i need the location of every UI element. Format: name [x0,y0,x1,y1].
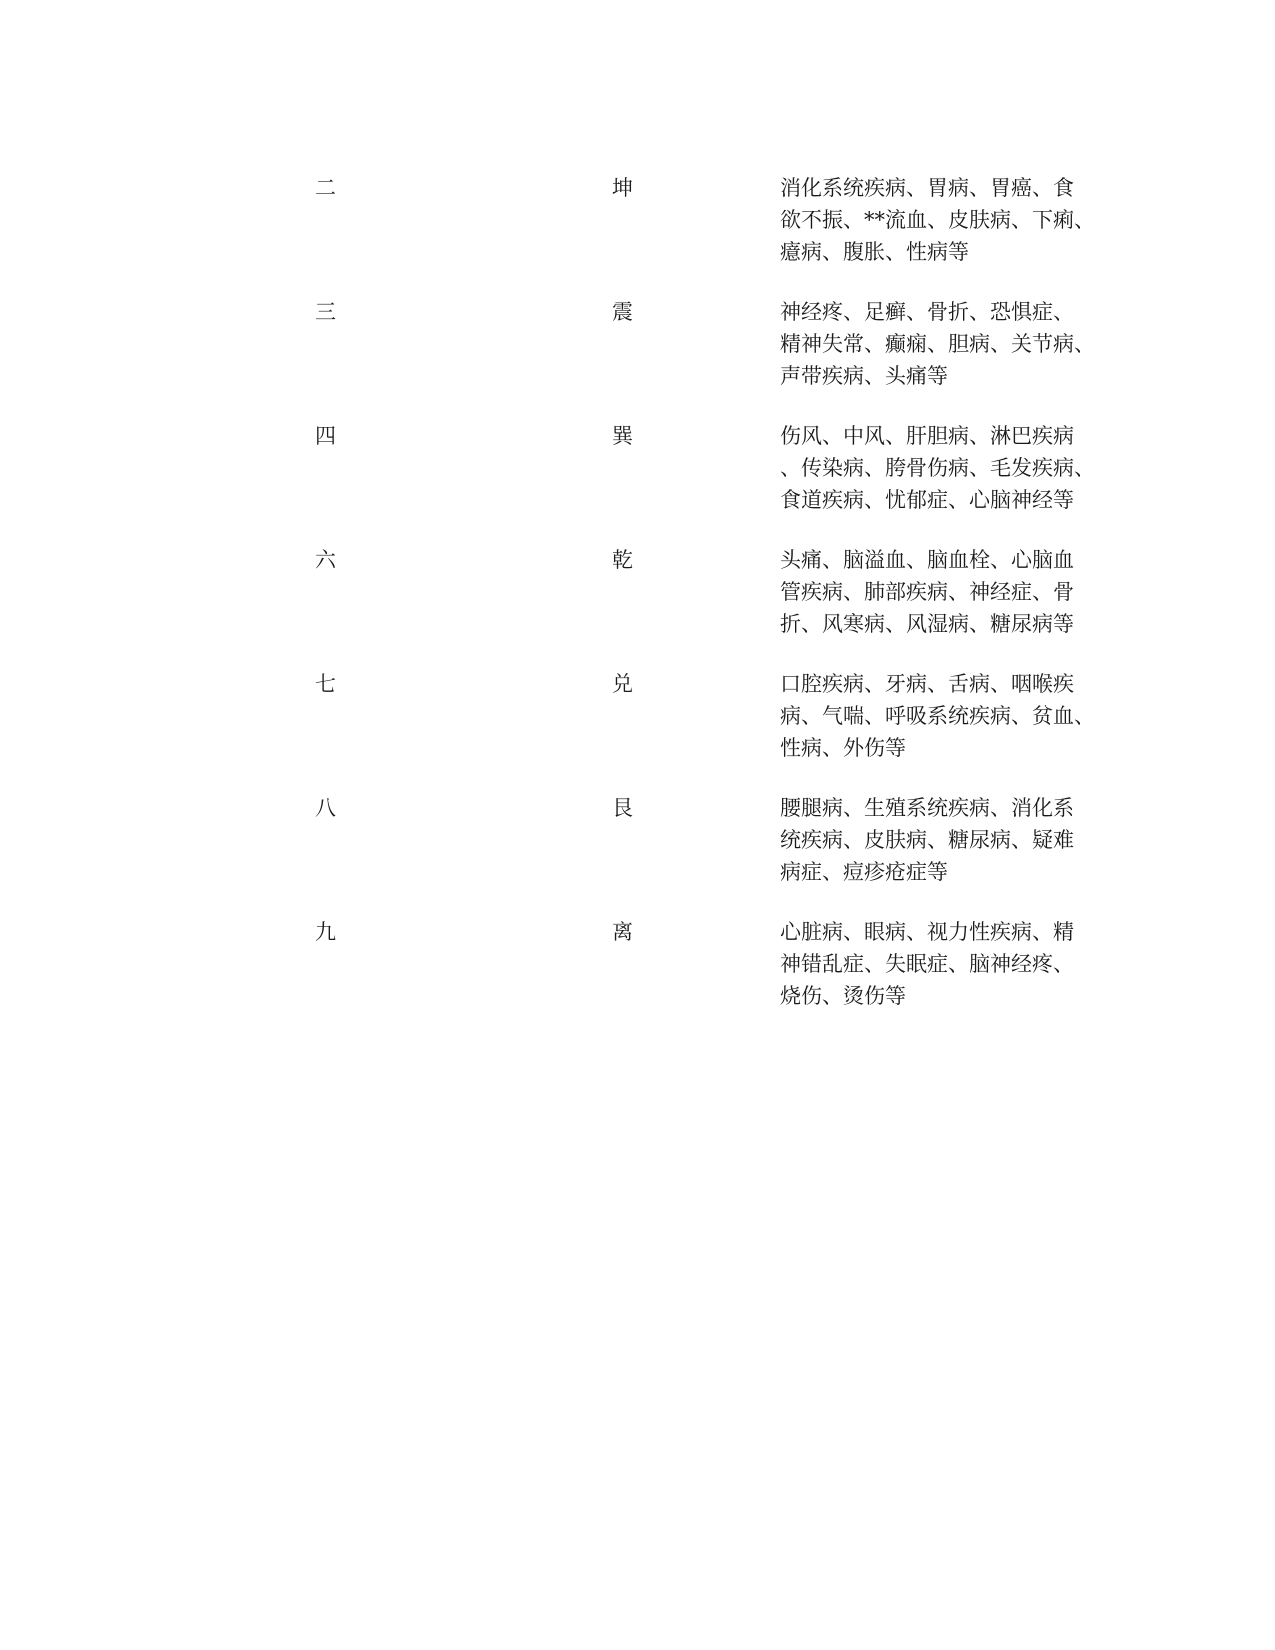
row-description [780,420,1095,516]
row-description [780,916,1090,1012]
description-line: 神错乱症、失眠症、脑神经疼、 [780,952,1074,976]
table-row [0,792,1275,916]
description-line: 欲不振、**流血、皮肤病、下痢、 [780,208,1095,232]
row-gua: 震 [612,300,633,324]
description-line: 烧伤、烫伤等 [780,984,906,1008]
table-row [0,172,1275,296]
row-description [780,792,1090,888]
table-row [0,916,1275,1040]
row-description [780,296,1095,392]
description-line: 头痛、脑溢血、脑血栓、心脑血 [780,548,1074,572]
row-number: 三 [315,300,336,324]
description-line: 管疾病、肺部疾病、神经症、骨 [780,580,1074,604]
row-number: 六 [315,548,336,572]
row-gua: 坤 [612,176,633,200]
row-number: 二 [315,176,336,200]
table-row [0,668,1275,792]
row-description [780,544,1090,640]
row-number: 四 [315,424,336,448]
table-row [0,420,1275,544]
description-line: 食道疾病、忧郁症、心脑神经等 [780,488,1074,512]
description-line: 性病、外伤等 [780,736,906,760]
gua-disease-table [0,172,1275,1040]
description-line: 折、风寒病、风湿病、糖尿病等 [780,612,1074,636]
table-row [0,296,1275,420]
description-line: 统疾病、皮肤病、糖尿病、疑难 [780,828,1074,852]
description-line: 消化系统疾病、胃病、胃癌、食 [780,176,1074,200]
row-gua: 巽 [612,424,633,448]
description-line: 精神失常、癫痫、胆病、关节病、 [780,332,1095,356]
row-gua: 兑 [612,672,633,696]
row-description [780,172,1095,268]
row-number: 七 [315,672,336,696]
description-line: 心脏病、眼病、视力性疾病、精 [780,920,1074,944]
description-line: 、传染病、胯骨伤病、毛发疾病、 [780,456,1095,480]
description-line: 病、气喘、呼吸系统疾病、贫血、 [780,704,1095,728]
description-line: 病症、痘疹疮症等 [780,860,948,884]
row-number: 八 [315,796,336,820]
description-line: 口腔疾病、牙病、舌病、咽喉疾 [780,672,1074,696]
description-line: 伤风、中风、肝胆病、淋巴疾病 [780,424,1074,448]
table-row [0,544,1275,668]
row-description [780,668,1095,764]
row-gua: 乾 [612,548,633,572]
description-line: 腰腿病、生殖系统疾病、消化系 [780,796,1074,820]
row-gua: 离 [612,920,633,944]
row-number: 九 [315,920,336,944]
description-line: 神经疼、足癣、骨折、恐惧症、 [780,300,1074,324]
description-line: 声带疾病、头痛等 [780,364,948,388]
row-gua: 艮 [612,796,633,820]
description-line: 癔病、腹胀、性病等 [780,240,969,264]
